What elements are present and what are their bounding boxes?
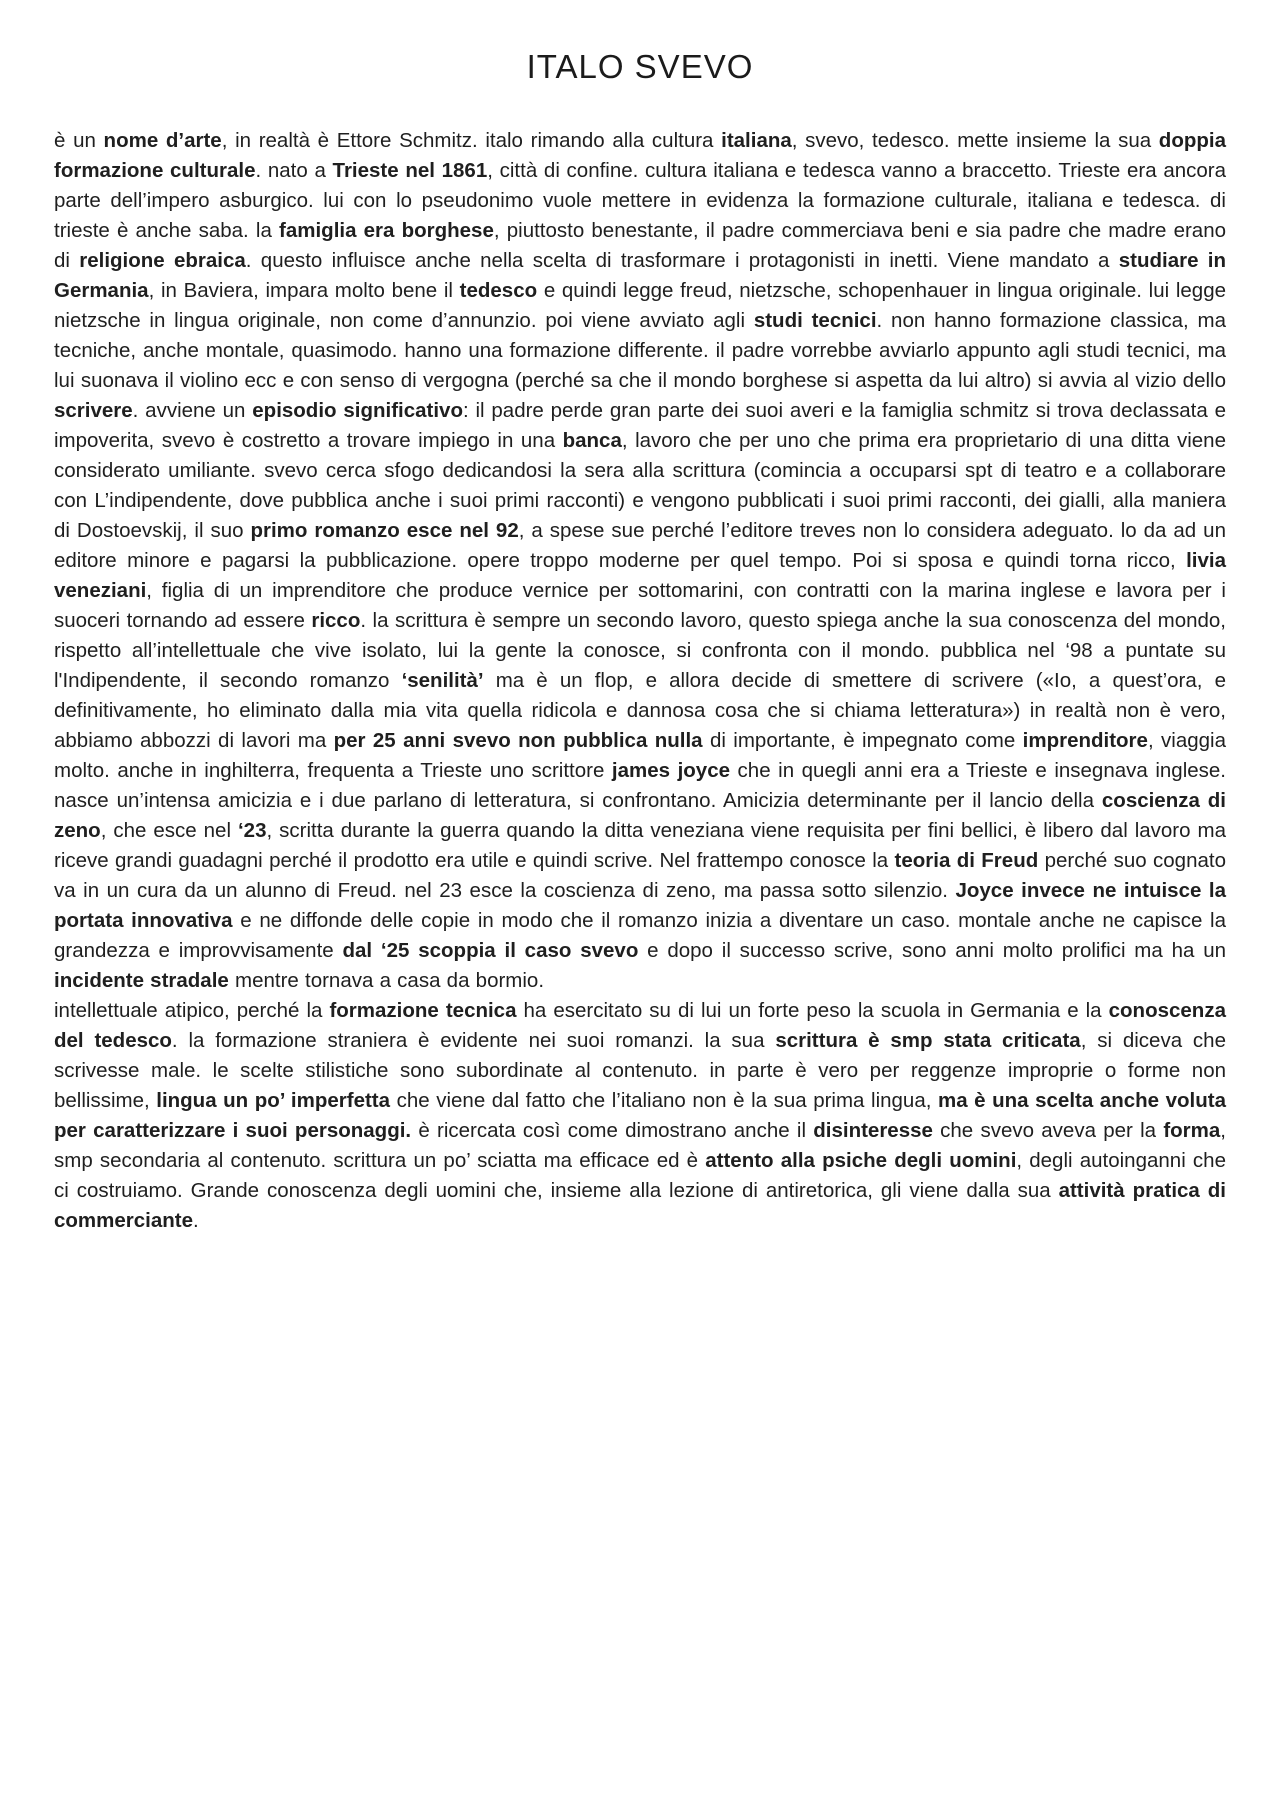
text-run: che svevo aveva per la (932, 1119, 1164, 1142)
bold-text-run: incidente stradale (54, 969, 229, 992)
text-run: , degli autoinganni che ci costruiamo. Grande conoscenza degli uomini che, insieme alla lezione di antiretorica, gli viene dalla sua (54, 1149, 1226, 1202)
text-run: che in quegli anni era a Trieste e insegnava inglese. nasce un’intensa amicizia e i due parlano di letteratura, si confrontano. Amicizia determinante per il lancio della (54, 759, 1226, 812)
text-run: . la scrittura è sempre un secondo lavoro, questo spiega anche la sua conoscenza del mondo, rispetto all’intellettuale che vive isolato, lui la gente la conosce, si confronta con il mondo. pubblica nel ‘98 a puntate su l'Indipendente, il secondo romanzo (54, 609, 1226, 692)
text-run: , scritta durante la guerra quando la ditta veneziana viene requisita per fini bellici, è libero dal lavoro ma riceve grandi guadagni perché il prodotto era utile e quindi scrive. Nel frattempo conosce la (54, 819, 1226, 872)
paragraph-style-analysis (54, 996, 1226, 1236)
bold-text-run: james joyce (611, 759, 730, 782)
bold-text-run: disinteresse (813, 1119, 933, 1142)
text-run: , figlia di un imprenditore che produce vernice per sottomarini, con contratti con la marina inglese e lavora per i suoceri tornando ad essere (54, 579, 1226, 632)
bold-text-run: religione ebraica (79, 249, 246, 272)
bold-text-run: formazione tecnica (329, 999, 517, 1022)
bold-text-run: famiglia era borghese (279, 219, 494, 242)
text-run: di importante, è impegnato come (702, 729, 1023, 752)
text-run: , che esce nel (100, 819, 238, 842)
bold-text-run: primo romanzo esce nel 92 (250, 519, 519, 542)
paragraph-biography (54, 126, 1226, 996)
text-run: ha esercitato su di lui un forte peso la scuola in Germania e la (516, 999, 1109, 1022)
bold-text-run: ma è una scelta anche voluta per caratterizzare i suoi personaggi. (54, 1089, 1226, 1142)
page-title: ITALO SVEVO (526, 48, 754, 85)
text-run: è ricercata così come dimostrano anche il (411, 1119, 814, 1142)
bold-text-run: ‘23 (237, 819, 267, 842)
document-body (54, 126, 1226, 1236)
bold-text-run: italiana (721, 129, 792, 152)
text-run: . questo influisce anche nella scelta di trasformare i protagonisti in inetti. Viene mandato a (245, 249, 1119, 272)
text-run: . avviene un (132, 399, 253, 422)
bold-text-run: doppia formazione culturale (54, 129, 1226, 182)
bold-text-run: Joyce invece ne intuisce la portata innovativa (54, 879, 1227, 932)
bold-text-run: lingua un po’ imperfetta (156, 1089, 391, 1112)
text-run: : il padre perde gran parte dei suoi averi e la famiglia schmitz si trova declassata e impoverita, svevo è costretto a trovare impiego in una (54, 399, 1226, 452)
text-run: che viene dal fatto che l’italiano non è la sua prima lingua, (390, 1089, 938, 1112)
text-run: e dopo il successo scrive, sono anni molto prolifici ma ha un (638, 939, 1226, 962)
text-run: , viaggia molto. anche in inghilterra, frequenta a Trieste uno scrittore (54, 729, 1226, 782)
text-run: , si diceva che scrivesse male. le scelte stilistiche sono subordinate al contenuto. in parte è vero per reggenze improprie o forme non bellissime, (54, 1029, 1226, 1112)
bold-text-run: conoscenza del tedesco (54, 999, 1226, 1052)
text-run: è un (54, 129, 104, 152)
text-run: , svevo, tedesco. mette insieme la sua (791, 129, 1159, 152)
text-run: , città di confine. cultura italiana e tedesca vanno a braccetto. Trieste era ancora parte dell’impero asburgico. lui con lo pseudonimo vuole mettere in evidenza la formazione culturale, italiana e tedesca. di trieste è anche saba. la (54, 159, 1226, 242)
bold-text-run: studiare in Germania (54, 249, 1226, 302)
bold-text-run: nome d’arte (103, 129, 222, 152)
text-run: . la formazione straniera è evidente nei suoi romanzi. la sua (171, 1029, 776, 1052)
bold-text-run: attento alla psiche degli uomini (705, 1149, 1017, 1172)
text-run: mentre tornava a casa da bormio. (228, 969, 545, 992)
text-run: , in realtà è Ettore Schmitz. italo rimando alla cultura (221, 129, 722, 152)
text-run: . non hanno formazione classica, ma tecniche, anche montale, quasimodo. hanno una formazione differente. il padre vorrebbe avviarlo appunto agli studi tecnici, ma lui suonava il violino ecc e con senso di vergogna (perché sa che il mondo borghese si aspetta da lui altro) si avvia al vizio dello (54, 309, 1226, 392)
bold-text-run: ‘senilità’ (401, 669, 484, 692)
text-run: , a spese sue perché l’editore treves non lo considera adeguato. lo da ad un editore minore e pagarsi la pubblicazione. opere troppo moderne per quel tempo. Poi si sposa e quindi torna ricco, (54, 519, 1226, 572)
bold-text-run: Trieste nel 1861 (332, 159, 488, 182)
text-run: ma è un flop, e allora decide di smettere di scrivere («Io, a quest’ora, e definitivamente, ho eliminato dalla mia vita quella ridicola e dannosa cosa che si chiama letteratura») in realtà non è vero, abbiamo abbozzi di lavori ma (54, 669, 1226, 752)
text-run: , lavoro che per uno che prima era proprietario di una ditta viene considerato umiliante. svevo cerca sfogo dedicandosi la sera alla scrittura (comincia a occuparsi spt di teatro e a collaborare con L’indipendente, dove pubblica anche i suoi primi racconti) e vengono pubblicati i suoi primi racconti, dei gialli, alla maniera di Dostoevskij, il suo (54, 429, 1226, 542)
text-run: , in Baviera, impara molto bene il (148, 279, 460, 302)
bold-text-run: teoria di Freud (894, 849, 1039, 872)
text-run: e quindi legge freud, nietzsche, schopenhauer in lingua originale. lui legge nietzsche in lingua originale, non come d’annunzio. poi viene avviato agli (54, 279, 1226, 332)
bold-text-run: tedesco (459, 279, 538, 302)
bold-text-run: dal ‘25 scoppia il caso svevo (342, 939, 639, 962)
bold-text-run: ricco (311, 609, 361, 632)
text-run: perché suo cognato va in un cura da un alunno di Freud. nel 23 esce la coscienza di zeno, ma passa sotto silenzio. (54, 849, 1226, 902)
text-run: e ne diffonde delle copie in modo che il romanzo inizia a diventare un caso. montale anche ne capisce la grandezza e improvvisamente (54, 909, 1226, 962)
bold-text-run: scrivere (54, 399, 133, 422)
bold-text-run: livia veneziani (54, 549, 1226, 602)
bold-text-run: coscienza di zeno (54, 789, 1226, 842)
bold-text-run: banca (562, 429, 622, 452)
text-run: , piuttosto benestante, il padre commerciava beni e sia padre che madre erano di (54, 219, 1226, 272)
text-run: . (193, 1209, 199, 1232)
bold-text-run: scrittura è smp stata criticata (775, 1029, 1081, 1052)
text-run: . nato a (255, 159, 333, 182)
bold-text-run: imprenditore (1022, 729, 1148, 752)
bold-text-run: studi tecnici (753, 309, 877, 332)
bold-text-run: attività pratica di commerciante (54, 1179, 1226, 1232)
bold-text-run: per 25 anni svevo non pubblica nulla (333, 729, 703, 752)
text-run: , smp secondaria al contenuto. scrittura un po’ sciatta ma efficace ed è (54, 1119, 1226, 1172)
bold-text-run: forma (1163, 1119, 1221, 1142)
bold-text-run: episodio significativo (252, 399, 463, 422)
text-run: intellettuale atipico, perché la (54, 999, 330, 1022)
